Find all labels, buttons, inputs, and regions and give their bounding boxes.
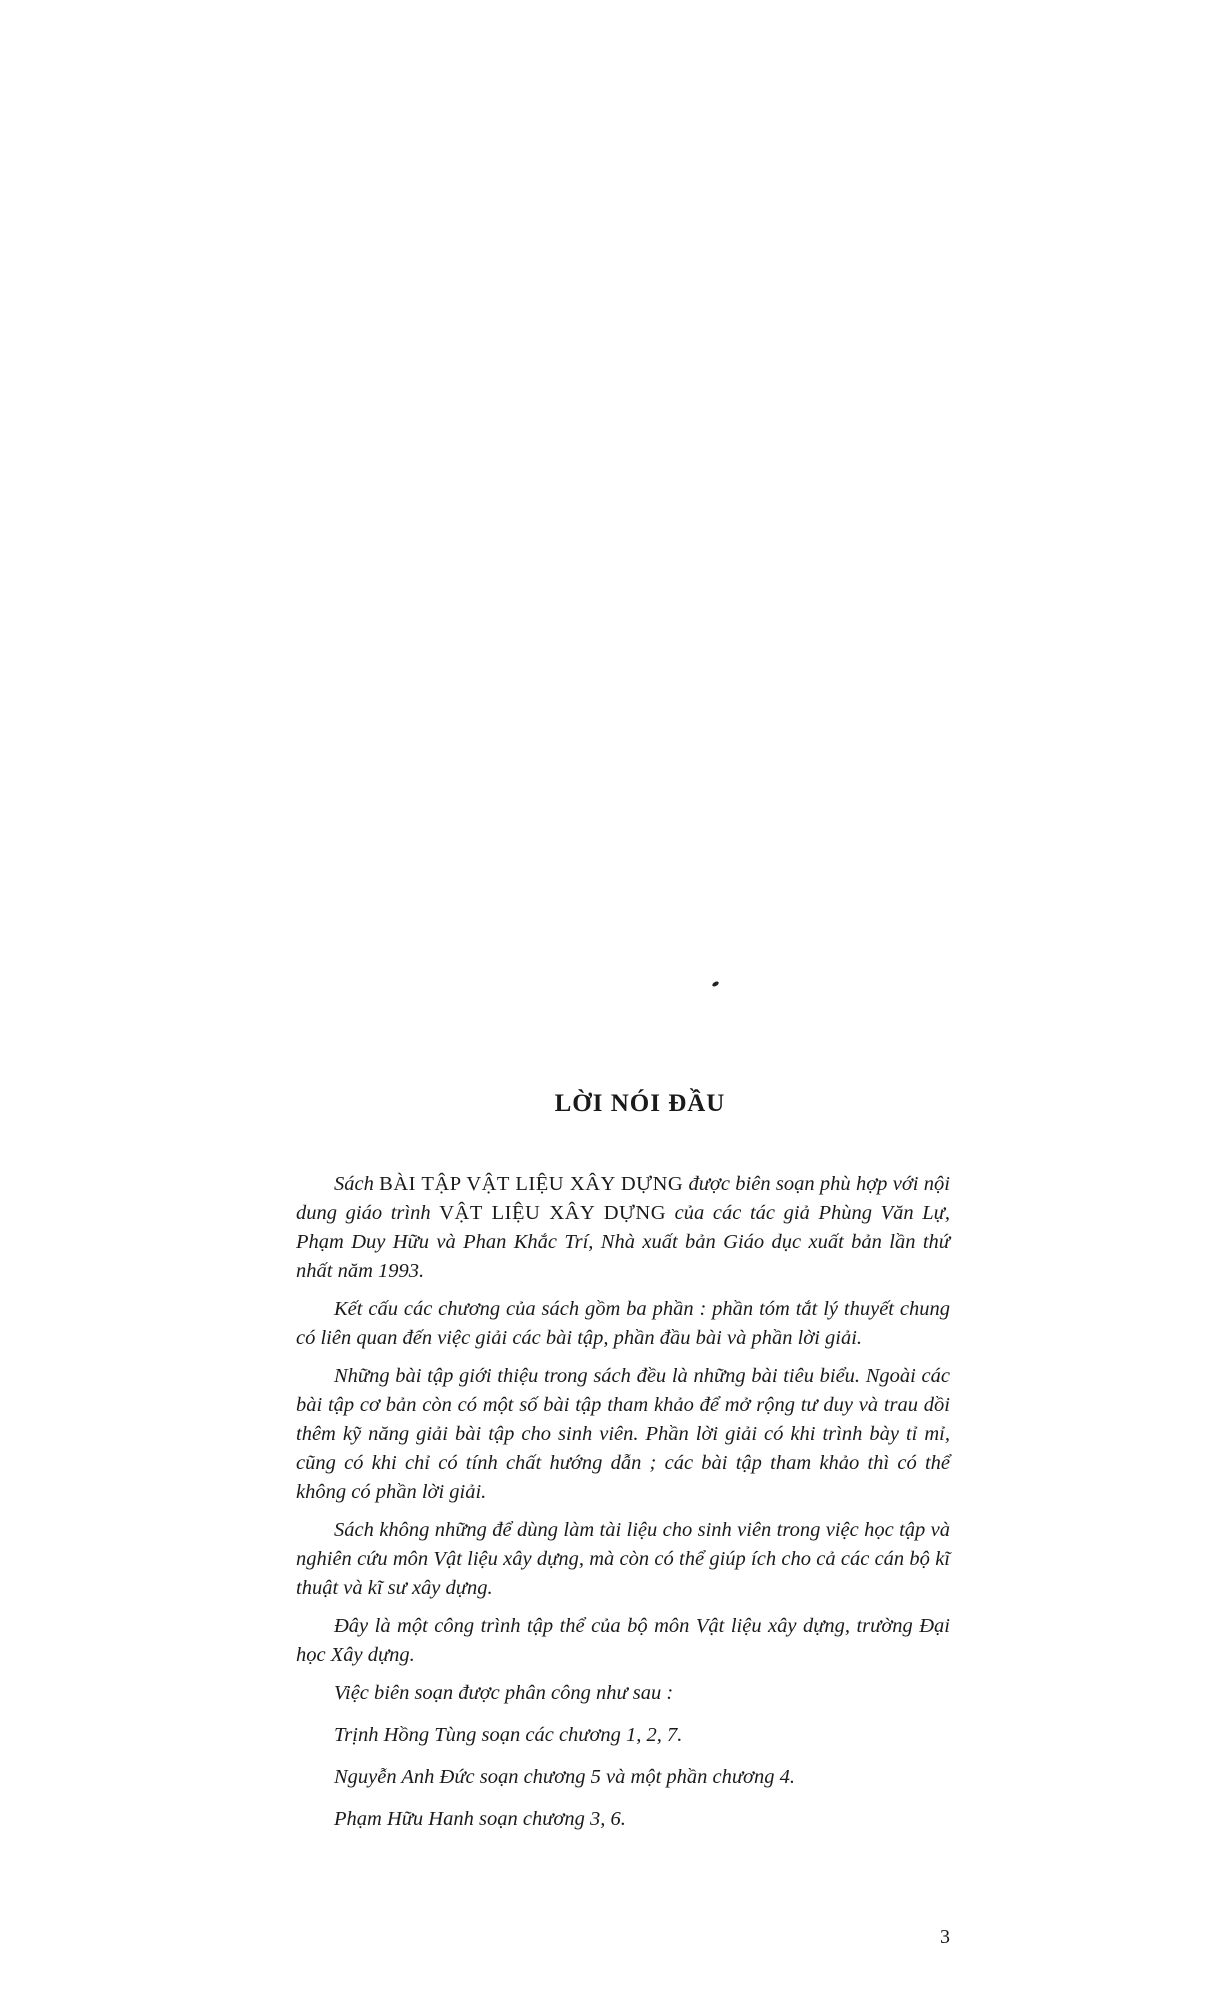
body-text: [296, 1170, 950, 1847]
book-title: BÀI TẬP VẬT LIỆU XÂY DỰNG: [379, 1173, 684, 1195]
paragraph-structure: Kết cấu các chương của sách gồm ba phần : phần tóm tắt lý thuyết chung có liên quan đến việc giải các bài tập, phần đầu bài và phần lời giải.: [296, 1298, 950, 1349]
paragraph-assignment: Việc biên soạn được phân công như sau :: [334, 1682, 674, 1704]
page-title: LỜI NÓI ĐẦU: [554, 1090, 726, 1117]
textbook-title: VẬT LIỆU XÂY DỰNG: [439, 1202, 667, 1224]
ink-speck: [711, 981, 719, 988]
paragraph-intro: [296, 1170, 950, 1286]
paragraph-exercises: Những bài tập giới thiệu trong sách đều là những bài tiêu biểu. Ngoài các bài tập cơ bản còn có một số bài tập tham khảo để mở rộng tư duy và trau dồi thêm kỹ năng giải bài tập cho sinh viên. Phần lời giải có khi trình bày tỉ mỉ, cũng có khi chỉ có tính chất hướng dẫn ; các bài tập tham khảo thì có thể không có phần lời giải.: [296, 1365, 950, 1503]
paragraph-authorship: Đây là một công trình tập thể của bộ môn Vật liệu xây dựng, trường Đại học Xây dựng.: [296, 1615, 950, 1666]
author-line-1: Trịnh Hồng Tùng soạn các chương 1, 2, 7.: [334, 1724, 683, 1746]
paragraph-audience: Sách không những để dùng làm tài liệu cho sinh viên trong việc học tập và nghiên cứu môn Vật liệu xây dựng, mà còn có thể giúp ích cho cả các cán bộ kĩ thuật và kĩ sư xây dựng.: [296, 1519, 950, 1599]
author-line-3: Phạm Hữu Hanh soạn chương 3, 6.: [334, 1808, 626, 1830]
paragraph-intro-text-1: Sách: [334, 1173, 380, 1195]
paragraph-intro-text-3: của các tác giả Phùng Văn Lự, Phạm Duy Hữu và Phan Khắc Trí, Nhà xuất bản Giáo dục xuất bản lần thứ nhất năm 1993.: [296, 1202, 950, 1282]
author-line-2: Nguyễn Anh Đức soạn chương 5 và một phần chương 4.: [334, 1766, 795, 1788]
page-number: 3: [940, 1926, 950, 1948]
paragraph-intro-text-2: được biên soạn phù hợp với nội dung giáo trình: [296, 1173, 950, 1224]
